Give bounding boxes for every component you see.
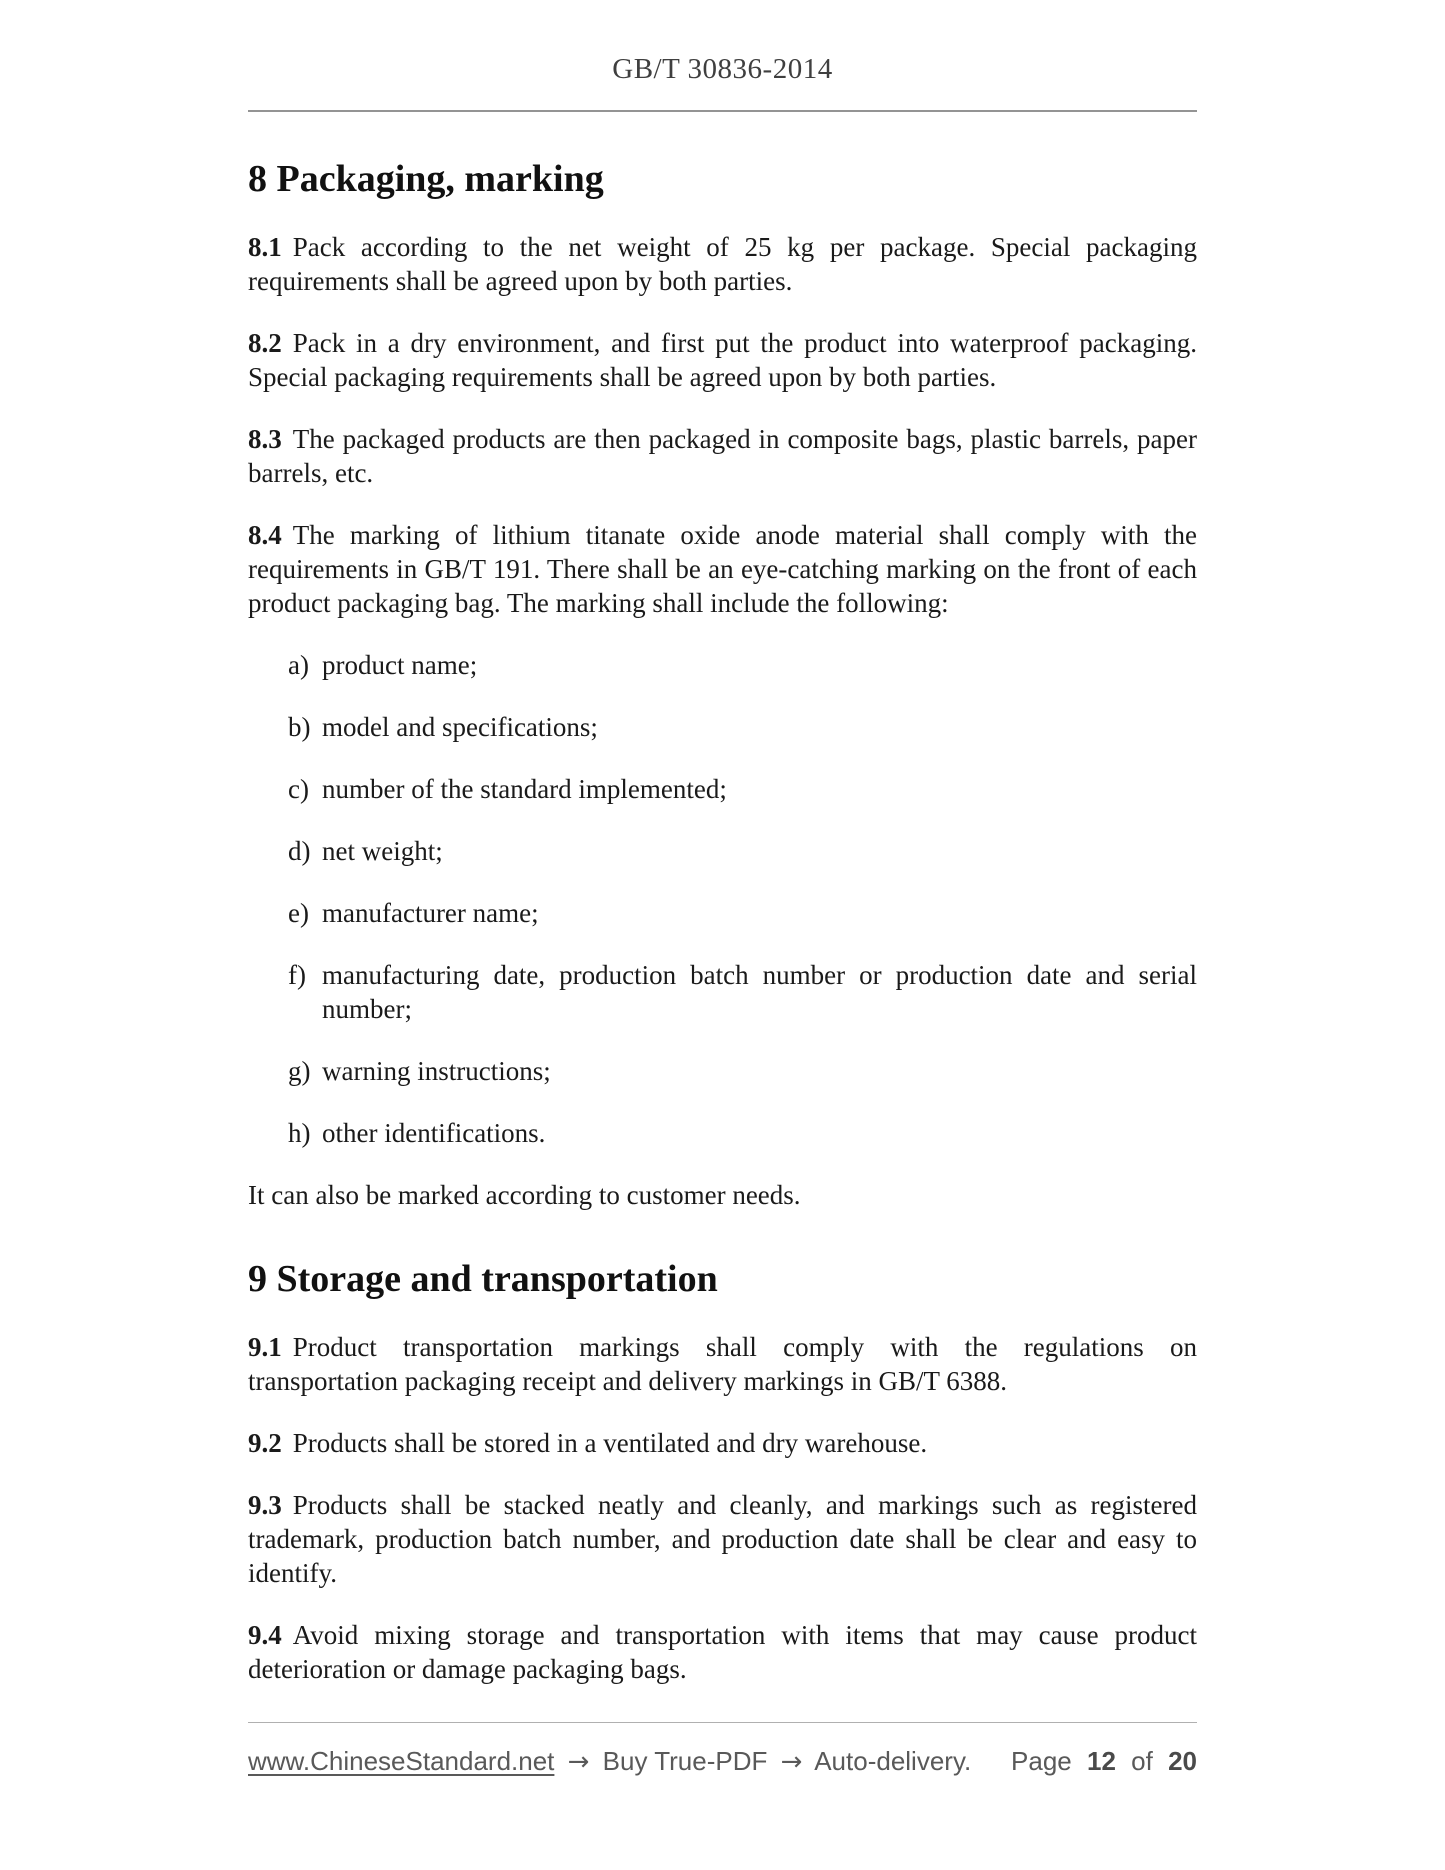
list-item-g (288, 1054, 1197, 1088)
list-item-c (288, 772, 1197, 806)
list-text-e: manufacturer name; (322, 898, 539, 928)
list-marker-c: c) (288, 774, 309, 804)
clause-text-9-4: Avoid mixing storage and transportation with items that may cause product deterioration or damage packaging bags. (248, 1620, 1197, 1684)
list-marker-g: g) (288, 1056, 311, 1086)
footer-source-line (248, 1745, 977, 1778)
list-text-d: net weight; (322, 836, 443, 866)
page-of-label: of (1131, 1746, 1153, 1776)
list-text-g: warning instructions; (322, 1056, 551, 1086)
paragraph-9-2 (248, 1426, 1197, 1460)
paragraph-9-4 (248, 1618, 1197, 1686)
list-item-b (288, 710, 1197, 744)
paragraph-8-3 (248, 422, 1197, 490)
footer-buy-label: Buy True-PDF (602, 1746, 768, 1776)
arrow-right-icon: → (780, 1747, 803, 1777)
page-label: Page (1011, 1746, 1072, 1776)
clause-number-9-1: 9.1 (248, 1332, 282, 1362)
paragraph-8-1 (248, 230, 1197, 298)
doc-number: GB/T 30836-2014 (612, 53, 833, 85)
page-current-number: 12 (1087, 1746, 1116, 1776)
list-text-b: model and specifications; (322, 712, 598, 742)
list-text-a: product name; (322, 650, 478, 680)
clause-number-8-3: 8.3 (248, 424, 282, 454)
closing-note: It can also be marked according to customer needs. (248, 1180, 801, 1210)
clause-text-8-4: The marking of lithium titanate oxide anode material shall comply with the requirements in GB/T 191. There shall be an eye-catching marking on the front of each product packaging bag. The marking shall include the following: (248, 520, 1197, 618)
clause-text-9-2: Products shall be stored in a ventilated and dry warehouse. (292, 1428, 928, 1458)
paragraph-9-3 (248, 1488, 1197, 1590)
list-item-a (288, 648, 1197, 682)
page-indicator (1003, 1745, 1197, 1777)
clause-text-8-1: Pack according to the net weight of 25 kg per package. Special packaging requirements shall be agreed upon by both parties. (248, 232, 1197, 296)
clause-number-9-3: 9.3 (248, 1490, 282, 1520)
paragraph-8-2 (248, 326, 1197, 394)
arrow-right-icon: → (567, 1747, 590, 1777)
clause-number-8-1: 8.1 (248, 232, 282, 262)
footer-delivery-label: Auto-delivery. (814, 1746, 972, 1776)
page-content (248, 0, 1197, 1778)
clause-number-8-2: 8.2 (248, 328, 282, 358)
list-item-f (288, 958, 1197, 1026)
section-8-heading: 8 Packaging, marking (248, 158, 604, 200)
list-marker-e: e) (288, 898, 309, 928)
paragraph-8-4 (248, 518, 1197, 620)
clause-text-9-1: Product transportation markings shall comply with the regulations on transportation packaging receipt and delivery markings in GB/T 6388. (248, 1332, 1197, 1396)
section-9-heading: 9 Storage and transportation (248, 1258, 718, 1300)
paragraph-9-1 (248, 1330, 1197, 1398)
list-marker-d: d) (288, 836, 311, 866)
clause-number-9-2: 9.2 (248, 1428, 282, 1458)
list-text-f: manufacturing date, production batch number or production date and serial number; (322, 960, 1197, 1024)
header-divider (248, 110, 1197, 112)
page-total-number: 20 (1168, 1746, 1197, 1776)
clause-text-8-3: The packaged products are then packaged in composite bags, plastic barrels, paper barrels, etc. (248, 424, 1197, 488)
list-text-h: other identifications. (322, 1118, 546, 1148)
footer-divider (248, 1722, 1197, 1723)
list-marker-b: b) (288, 712, 311, 742)
list-marker-f: f) (288, 960, 306, 990)
clause-text-8-2: Pack in a dry environment, and first put the product into waterproof packaging. Special packaging requirements shall be agreed upon by both parties. (248, 328, 1197, 392)
clause-text-9-3: Products shall be stacked neatly and cleanly, and markings such as registered trademark, production batch number, and production date shall be clear and easy to identify. (248, 1490, 1197, 1588)
list-item-e (288, 896, 1197, 930)
list-text-c: number of the standard implemented; (322, 774, 727, 804)
clause-number-9-4: 9.4 (248, 1620, 282, 1650)
footer-site-link[interactable]: www.ChineseStandard.net (248, 1746, 555, 1776)
page-footer (248, 1745, 1197, 1778)
list-item-h (288, 1116, 1197, 1150)
clause-number-8-4: 8.4 (248, 520, 282, 550)
list-marker-a: a) (288, 650, 309, 680)
list-marker-h: h) (288, 1118, 311, 1148)
list-item-d (288, 834, 1197, 868)
